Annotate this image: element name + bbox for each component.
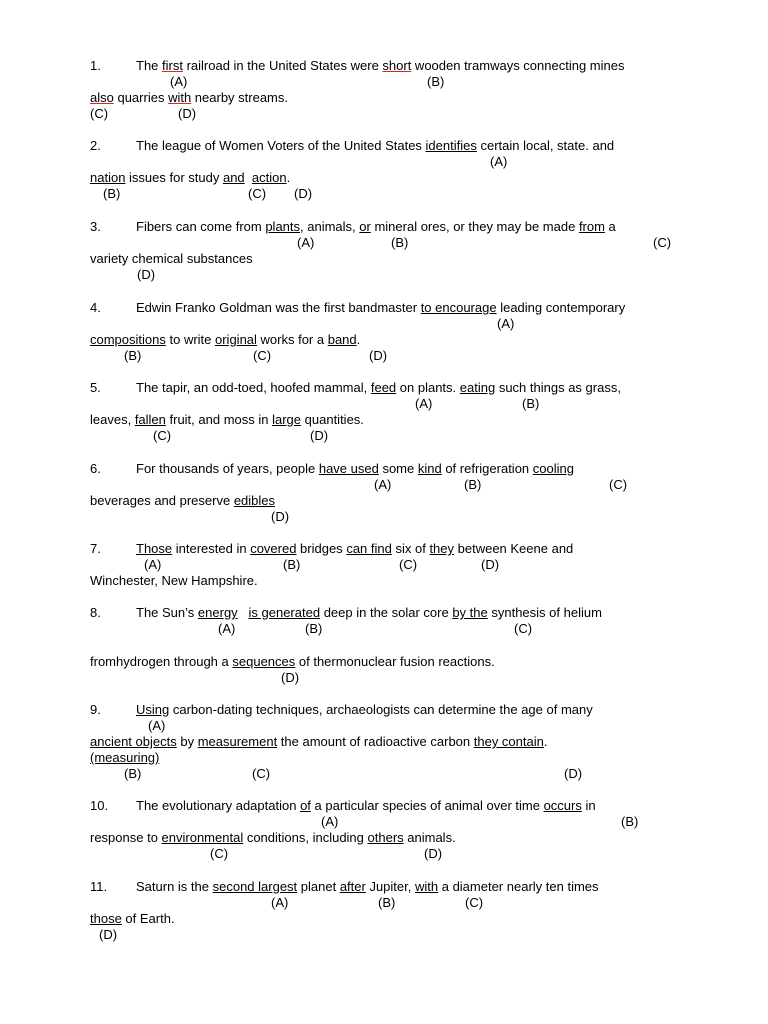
option-letter-label: (A) [218, 621, 236, 636]
question-text: of Earth. [121, 911, 175, 926]
question-text: interested in [172, 541, 251, 556]
question-text: railroad in the United States were [182, 58, 383, 73]
question-text: in [581, 798, 596, 813]
question-2-line [90, 138, 614, 154]
underlined-option: nation [90, 170, 126, 185]
question-number: 5. [90, 380, 101, 395]
question-text: leaves, [90, 412, 135, 427]
question-text: Saturn is the [136, 879, 213, 894]
option-letter-label: (D) [564, 766, 583, 781]
question-text: some [378, 461, 418, 476]
question-number: 6. [90, 461, 101, 476]
question-text: by [176, 734, 198, 749]
option-letter-label: (A) [490, 154, 508, 169]
question-11-line [90, 879, 599, 895]
option-letter-label: (C) [465, 895, 484, 910]
option-letter-label: (A) [497, 316, 515, 331]
underlined-option: feed [370, 380, 397, 395]
underlined-option: Those [136, 541, 173, 556]
question-text: wooden tramways connecting mines [411, 58, 625, 73]
option-letter-label: (C) [248, 186, 267, 201]
question-7-continuation [90, 573, 258, 589]
question-8-continuation [90, 654, 495, 670]
question-text: six of [391, 541, 430, 556]
question-7-line [90, 541, 573, 557]
underlined-option: edibles [233, 493, 276, 508]
question-text: The Sun’s [136, 605, 198, 620]
question-4-continuation [90, 332, 360, 348]
option-letter-label: (B) [103, 186, 121, 201]
underlined-option: cooling [532, 461, 574, 476]
question-11-continuation [90, 911, 175, 927]
option-letter-label: (A) [148, 718, 166, 733]
option-letter-label: (D) [310, 428, 329, 443]
underlined-option: original [215, 332, 257, 347]
question-9-continuation [90, 734, 547, 750]
option-letter-label: (B) [283, 557, 301, 572]
underlined-option: from [578, 219, 605, 234]
option-letter-label: (C) [609, 477, 628, 492]
question-number: 9. [90, 702, 101, 717]
question-2-continuation [90, 170, 290, 186]
option-letter-label: (D) [271, 509, 290, 524]
question-number: 4. [90, 300, 101, 315]
question-text: the amount of radioactive carbon [277, 734, 474, 749]
option-letter-label: (A) [271, 895, 289, 910]
question-text: synthesis of helium [487, 605, 602, 620]
underlined-option: others [367, 830, 404, 845]
question-text: fromhydrogen through a [90, 654, 233, 669]
question-text: Winchester, New Hampshire. [90, 573, 258, 588]
underlined-option: second largest [212, 879, 298, 894]
question-text [238, 605, 249, 620]
question-text: between Keene and [454, 541, 574, 556]
underlined-option: compositions [90, 332, 166, 347]
underlined-option: action [251, 170, 287, 185]
question-10-continuation [90, 830, 456, 846]
option-letter-label: (A) [321, 814, 339, 829]
question-number: 3. [90, 219, 101, 234]
option-letter-label: (A) [170, 74, 188, 89]
option-letter-label: (B) [391, 235, 409, 250]
underlined-option: Using [136, 702, 170, 717]
question-text: works for a [256, 332, 328, 347]
question-text: , animals, [300, 219, 360, 234]
underlined-option: is generated [248, 605, 321, 620]
question-text: quarries [113, 90, 169, 105]
question-5-continuation [90, 412, 364, 428]
option-letter-label: (C) [210, 846, 229, 861]
underlined-option: measurement [197, 734, 278, 749]
question-text: The league of Women Voters of the United States [136, 138, 426, 153]
question-text: of thermonuclear fusion reactions. [295, 654, 495, 669]
question-text: mineral ores, or they may be made [370, 219, 579, 234]
question-number: 7. [90, 541, 101, 556]
option-letter-label: (D) [294, 186, 313, 201]
option-letter-label: (B) [305, 621, 323, 636]
question-text: For thousands of years, people [136, 461, 319, 476]
option-letter-label: (B) [621, 814, 639, 829]
question-text: . [356, 332, 361, 347]
underlined-option: they [429, 541, 455, 556]
question-text: The [136, 58, 163, 73]
question-text: bridges [296, 541, 347, 556]
question-5-line [90, 380, 621, 396]
option-letter-label: (A) [415, 396, 433, 411]
underlined-option: to encourage [420, 300, 497, 315]
option-letter-label: (C) [252, 766, 271, 781]
question-text: The tapir, an odd-toed, hoofed mammal, [136, 380, 371, 395]
question-text: on plants. [396, 380, 460, 395]
option-letter-label: (A) [374, 477, 392, 492]
question-text: of refrigeration [441, 461, 533, 476]
question-text: Edwin Franko Goldman was the first bandmaster [136, 300, 421, 315]
option-letter-label: (C) [153, 428, 172, 443]
underlined-option: identifies [425, 138, 477, 153]
option-letter-label: (C) [90, 106, 109, 121]
underlined-option: (measuring) [90, 750, 160, 765]
underlined-option: have used [318, 461, 379, 476]
underlined-option: with [414, 879, 439, 894]
underlined-option: plants [265, 219, 301, 234]
question-text: . [286, 170, 291, 185]
question-text: certain local, state. and [476, 138, 615, 153]
underlined-option: kind [417, 461, 442, 476]
underlined-option: those [90, 911, 122, 926]
question-4-line [90, 300, 625, 316]
question-1-continuation [90, 90, 288, 106]
question-number: 8. [90, 605, 101, 620]
question-text: variety chemical [90, 251, 184, 266]
question-10-line [90, 798, 596, 814]
option-letter-label: (C) [253, 348, 272, 363]
option-letter-label: (D) [369, 348, 388, 363]
question-text: substances [183, 251, 253, 266]
question-text: beverages and preserve [90, 493, 234, 508]
question-number: 11. [90, 879, 108, 894]
underlined-option: they contain [473, 734, 544, 749]
underlined-option: occurs [543, 798, 582, 813]
question-text: response to [90, 830, 162, 845]
question-text: fruit, and moss in [165, 412, 273, 427]
question-1-line [90, 58, 624, 74]
question-text: conditions, including [243, 830, 368, 845]
underlined-option: by the [452, 605, 488, 620]
question-text: . [543, 734, 548, 749]
underlined-option: or [359, 219, 371, 234]
question-number: 1. [90, 58, 101, 73]
underlined-option: short [382, 58, 412, 73]
option-letter-label: (D) [424, 846, 443, 861]
question-6-continuation [90, 493, 275, 509]
option-letter-label: (C) [514, 621, 533, 636]
underlined-option: with [168, 90, 192, 105]
option-letter-label: (B) [522, 396, 540, 411]
question-text: leading contemporary [496, 300, 626, 315]
option-letter-label: (D) [137, 267, 156, 282]
underlined-option: first [162, 58, 183, 73]
underlined-option: band [327, 332, 357, 347]
option-letter-label: (A) [144, 557, 162, 572]
question-text [245, 170, 252, 185]
question-text: quantities. [301, 412, 364, 427]
question-text: such things as grass, [495, 380, 621, 395]
underlined-option: and [222, 170, 245, 185]
underlined-option: energy [197, 605, 238, 620]
option-letter-label: (A) [297, 235, 315, 250]
question-6-line [90, 461, 574, 477]
question-text: deep in the solar core [320, 605, 453, 620]
underlined-option: environmental [161, 830, 244, 845]
underlined-option: sequences [232, 654, 296, 669]
underlined-option: ancient objects [90, 734, 177, 749]
question-text: animals. [403, 830, 456, 845]
question-text: Fibers can come from [136, 219, 266, 234]
question-text: to write [165, 332, 215, 347]
option-letter-label: (C) [399, 557, 418, 572]
question-text: a diameter nearly ten times [438, 879, 599, 894]
underlined-option: fallen [134, 412, 166, 427]
question-number: 10. [90, 798, 109, 813]
question-text: The evolutionary adaptation [136, 798, 301, 813]
underlined-option: eating [459, 380, 496, 395]
underlined-option: of [300, 798, 311, 813]
question-text: Jupiter, [365, 879, 415, 894]
question-8-line [90, 605, 602, 621]
option-letter-label: (D) [99, 927, 118, 942]
question-text: planet [297, 879, 340, 894]
option-letter-label: (B) [124, 766, 142, 781]
option-letter-label: (C) [653, 235, 672, 250]
option-letter-label: (D) [281, 670, 300, 685]
question-3-continuation [90, 251, 253, 267]
underlined-option: after [339, 879, 366, 894]
question-text: nearby streams. [191, 90, 289, 105]
question-9-line [90, 702, 593, 718]
underlined-option: covered [250, 541, 297, 556]
option-letter-label: (B) [427, 74, 445, 89]
option-letter-label: (B) [464, 477, 482, 492]
option-letter-label: (D) [178, 106, 197, 121]
option-letter-label: (B) [378, 895, 396, 910]
question-text: carbon-dating techniques, archaeologists can determine the age of many [169, 702, 593, 717]
question-text: issues for study [125, 170, 223, 185]
question-text: a particular species of animal over time [310, 798, 544, 813]
underlined-option: can find [346, 541, 392, 556]
underlined-option: also [90, 90, 114, 105]
question-text: a [604, 219, 616, 234]
question-number: 2. [90, 138, 101, 153]
question-3-line [90, 219, 616, 235]
option-letter-label: (D) [481, 557, 500, 572]
question-9-continuation [90, 750, 159, 766]
option-letter-label: (B) [124, 348, 142, 363]
underlined-option: large [272, 412, 302, 427]
